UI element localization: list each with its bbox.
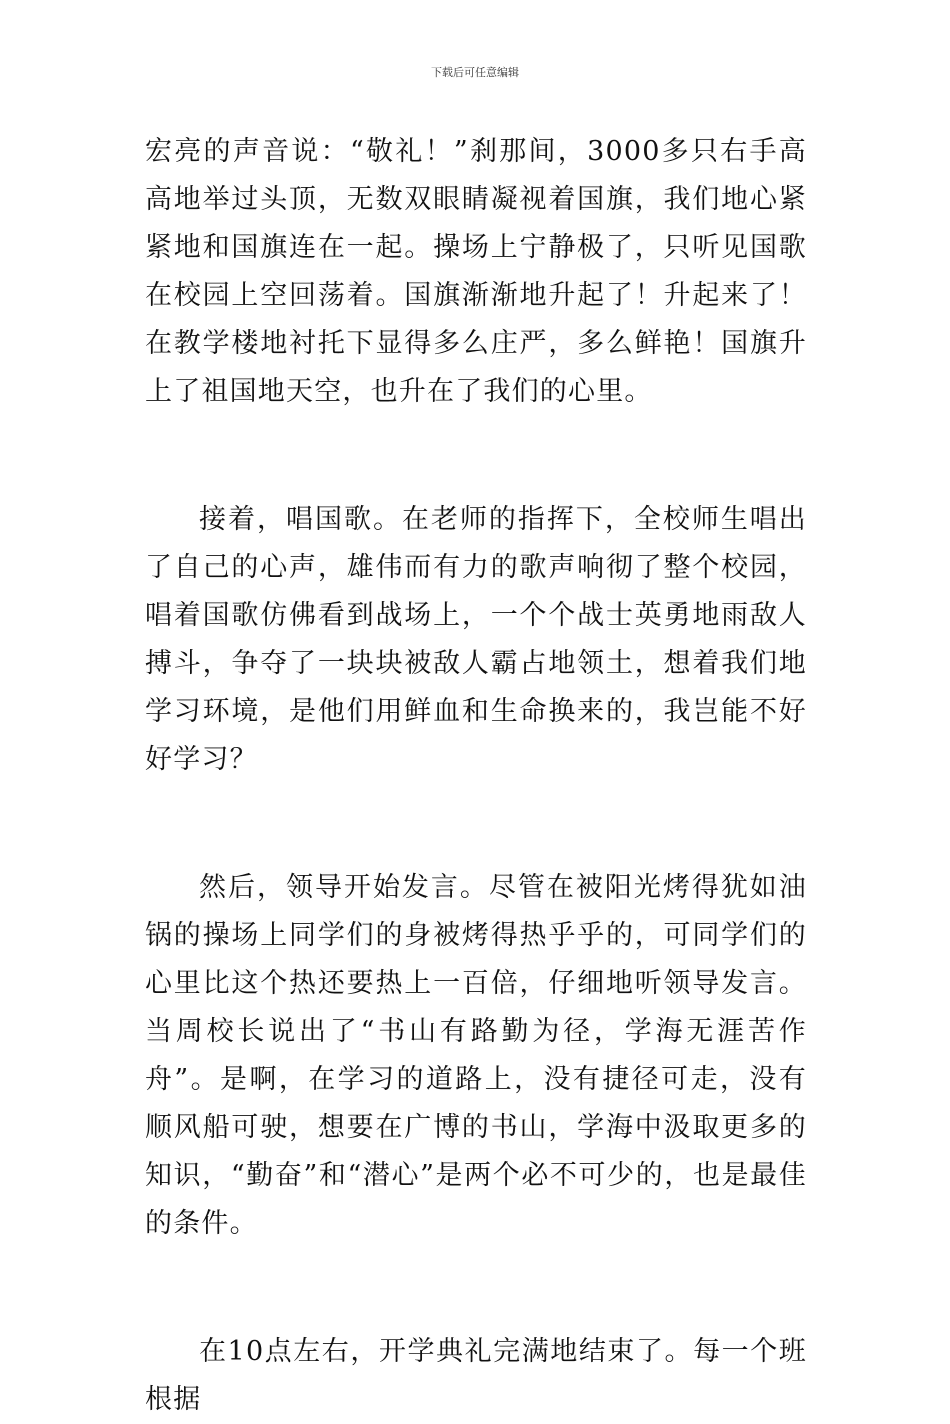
paragraph-3: 然后，领导开始发言。尽管在被阳光烤得犹如油锅的操场上同学们的身被烤得热乎乎的，可同学们的心里比这个热还要热上一百倍，仔细地听领导发言。当周校长说出了“书山有路勤为径，学海无涯苦作舟”。是啊，在学习的道路上，没有捷径可走，没有顺风船可驶，想要在广博的书山，学海中汲取更多的知识，“勤奋”和“潜心”是两个必不可少的，也是最佳的条件。: [145, 872, 807, 1239]
paragraph-1: 宏亮的声音说：“敬礼！”刹那间，3000多只右手高高地举过头顶，无数双眼睛凝视着国旗，我们地心紧紧地和国旗连在一起。操场上宁静极了，只听见国歌在校园上空回荡着。国旗渐渐地升起了！升起来了！在教学楼地衬托下显得多么庄严，多么鲜艳！国旗升上了祖国地天空，也升在了我们的心里。: [145, 136, 807, 407]
paragraph-gap: [145, 1248, 807, 1328]
document-body: [145, 128, 807, 1424]
paragraph-gap: [145, 416, 807, 496]
paragraph-4: 在10点左右，开学典礼完满地结束了。每一个班根据: [145, 1336, 807, 1415]
paragraph-2: 接着，唱国歌。在老师的指挥下，全校师生唱出了自己的心声，雄伟而有力的歌声响彻了整个校园，唱着国歌仿佛看到战场上，一个个战士英勇地雨敌人搏斗，争夺了一块块被敌人霸占地领土，想着我们地学习环境，是他们用鲜血和生命换来的，我岂能不好好学习？: [145, 504, 807, 775]
paragraph-gap: [145, 784, 807, 864]
header-note: 下载后可任意编辑: [431, 66, 519, 79]
